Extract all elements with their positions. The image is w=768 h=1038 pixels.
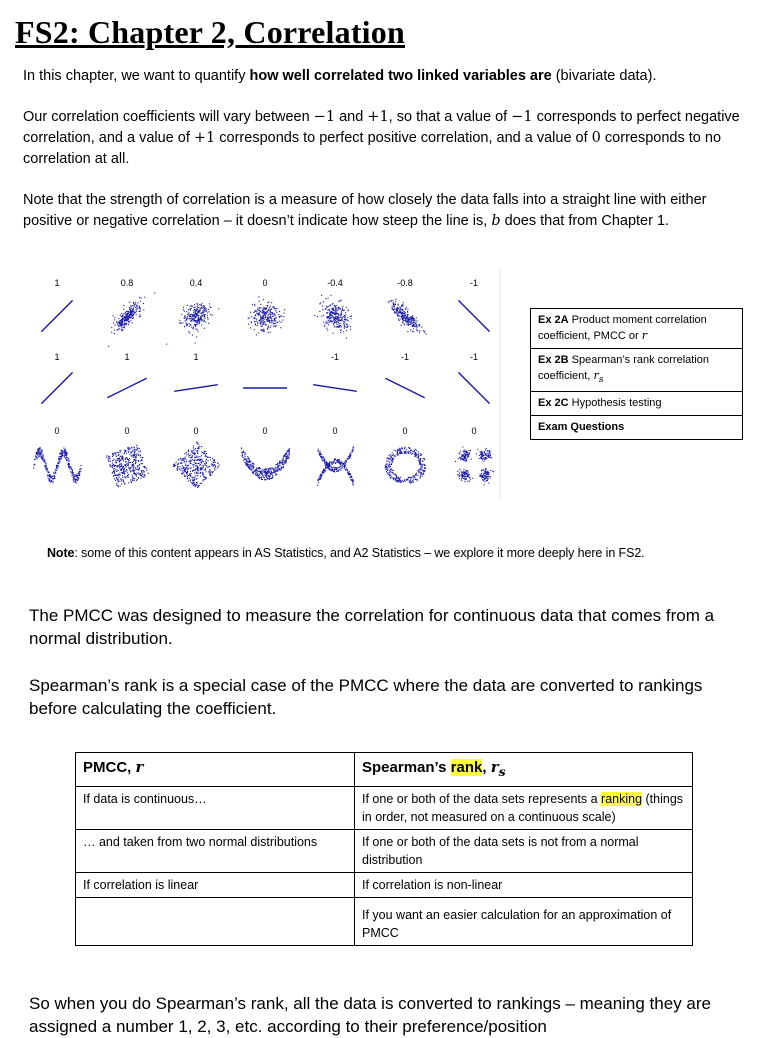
scatter-plot xyxy=(388,299,427,335)
coefficient-label: -1 xyxy=(469,352,479,362)
coefficient-label: -0.8 xyxy=(397,278,413,288)
scatter-plot xyxy=(33,447,81,483)
spearman-paragraph: Spearman’s rank is a special case of the PMCC where the data are converted to rankings before calculating the coefficient. xyxy=(29,676,703,718)
coefficient-label: 0 xyxy=(124,426,130,436)
contents-cell[interactable]: Ex 2B Spearman’s rank correlation coefficient, $r_s$ xyxy=(531,349,743,392)
scatter-plot xyxy=(317,447,354,486)
comparison-table xyxy=(75,752,693,946)
coefficient-label: 0 xyxy=(54,426,60,436)
scatter-plot xyxy=(455,446,494,485)
scatter-plot xyxy=(315,295,353,339)
table-cell: If one or both of the data sets is not from a normal distribution xyxy=(355,830,693,873)
coefficient-label: 1 xyxy=(54,278,60,288)
table-cell: If you want an easier calculation for an approximation of PMCC xyxy=(355,898,693,946)
scatter-plot xyxy=(173,442,220,489)
scatter-plot xyxy=(241,448,290,481)
coefficient-label: -1 xyxy=(400,352,410,362)
coefficient-label: 1 xyxy=(124,352,130,362)
coefficient-label: 0 xyxy=(471,426,477,436)
scatter-plot xyxy=(385,447,426,484)
table-row xyxy=(76,830,693,873)
correlation-line xyxy=(458,372,489,403)
coefficient-label: 1 xyxy=(193,352,199,362)
note-text: Note: some of this content appears in AS Statistics, and A2 Statistics – we explore it more deeply here in FS2. xyxy=(47,546,645,560)
contents-row[interactable] xyxy=(531,416,743,440)
correlation-examples-figure xyxy=(20,270,502,498)
table-header-row xyxy=(76,753,693,787)
contents-cell[interactable]: Ex 2C Hypothesis testing xyxy=(531,392,743,416)
correlation-line xyxy=(107,378,146,398)
coefficient-label: -1 xyxy=(330,352,340,362)
contents-row[interactable] xyxy=(531,392,743,416)
correlation-line xyxy=(41,300,72,331)
strength-paragraph: Note that the strength of correlation is a measure of how closely the data falls into a straight line with either positive or negative correlation – it doesn’t indicate how steep the line is, b does that from Chapter 1. xyxy=(23,192,707,229)
table-cell: If data is continuous… xyxy=(76,787,355,830)
table-row xyxy=(76,873,693,898)
range-paragraph: Our correlation coefficients will vary between −1 and +1, so that a value of −1 corresponds to perfect negative correlation, and a value of +1 corresponds to perfect positive correlation, and a value of 0 corresponds to no correlation at all. xyxy=(23,109,740,167)
scatter-plot xyxy=(108,293,155,347)
scatter-plot xyxy=(106,445,149,488)
table-row xyxy=(76,787,693,830)
coefficient-label: 0 xyxy=(402,426,408,436)
correlation-line xyxy=(458,300,489,331)
coefficient-label: -1 xyxy=(469,278,479,288)
contents-table xyxy=(530,308,743,440)
correlation-line xyxy=(174,385,218,392)
coefficient-label: 0 xyxy=(332,426,338,436)
pmcc-paragraph: The PMCC was designed to measure the correlation for continuous data that comes from a normal distribution. xyxy=(29,606,715,648)
scatter-plot xyxy=(166,303,219,345)
coefficient-label: -0.4 xyxy=(327,278,343,288)
bottom-paragraph: So when you do Spearman’s rank, all the data is converted to rankings – meaning they are assigned a number 1, 2, 3, etc. according to their preference/position xyxy=(29,994,711,1036)
coefficient-label: 1 xyxy=(54,352,60,362)
coefficient-label: 0.8 xyxy=(120,278,134,288)
contents-cell[interactable]: Exam Questions xyxy=(531,416,743,440)
correlation-line xyxy=(41,372,72,403)
contents-row[interactable] xyxy=(531,309,743,349)
table-cell: … and taken from two normal distributions xyxy=(76,830,355,873)
correlation-line xyxy=(385,378,424,398)
page-title: FS2: Chapter 2, Correlation xyxy=(15,14,405,50)
coefficient-label: 0 xyxy=(193,426,199,436)
contents-cell[interactable]: Ex 2A Product moment correlation coefficient, PMCC or r xyxy=(531,309,743,349)
coefficient-label: 0 xyxy=(262,278,268,288)
table-cell xyxy=(76,898,355,946)
table-cell: If correlation is non-linear xyxy=(355,873,693,898)
coefficient-label: 0 xyxy=(262,426,268,436)
header-pmcc: PMCC, r xyxy=(76,753,355,787)
header-spearman: Spearman’s rank, $r_s$ xyxy=(355,753,693,787)
table-cell: If correlation is linear xyxy=(76,873,355,898)
intro-paragraph: In this chapter, we want to quantify how well correlated two linked variables are (bivariate data). xyxy=(23,68,657,84)
scatter-plot xyxy=(248,296,285,335)
correlation-line xyxy=(313,385,357,392)
table-row xyxy=(76,898,693,946)
coefficient-label: 0.4 xyxy=(189,278,203,288)
table-cell: If one or both of the data sets represents a ranking (things in order, not measured on a continuous scale) xyxy=(355,787,693,830)
contents-row[interactable] xyxy=(531,349,743,392)
